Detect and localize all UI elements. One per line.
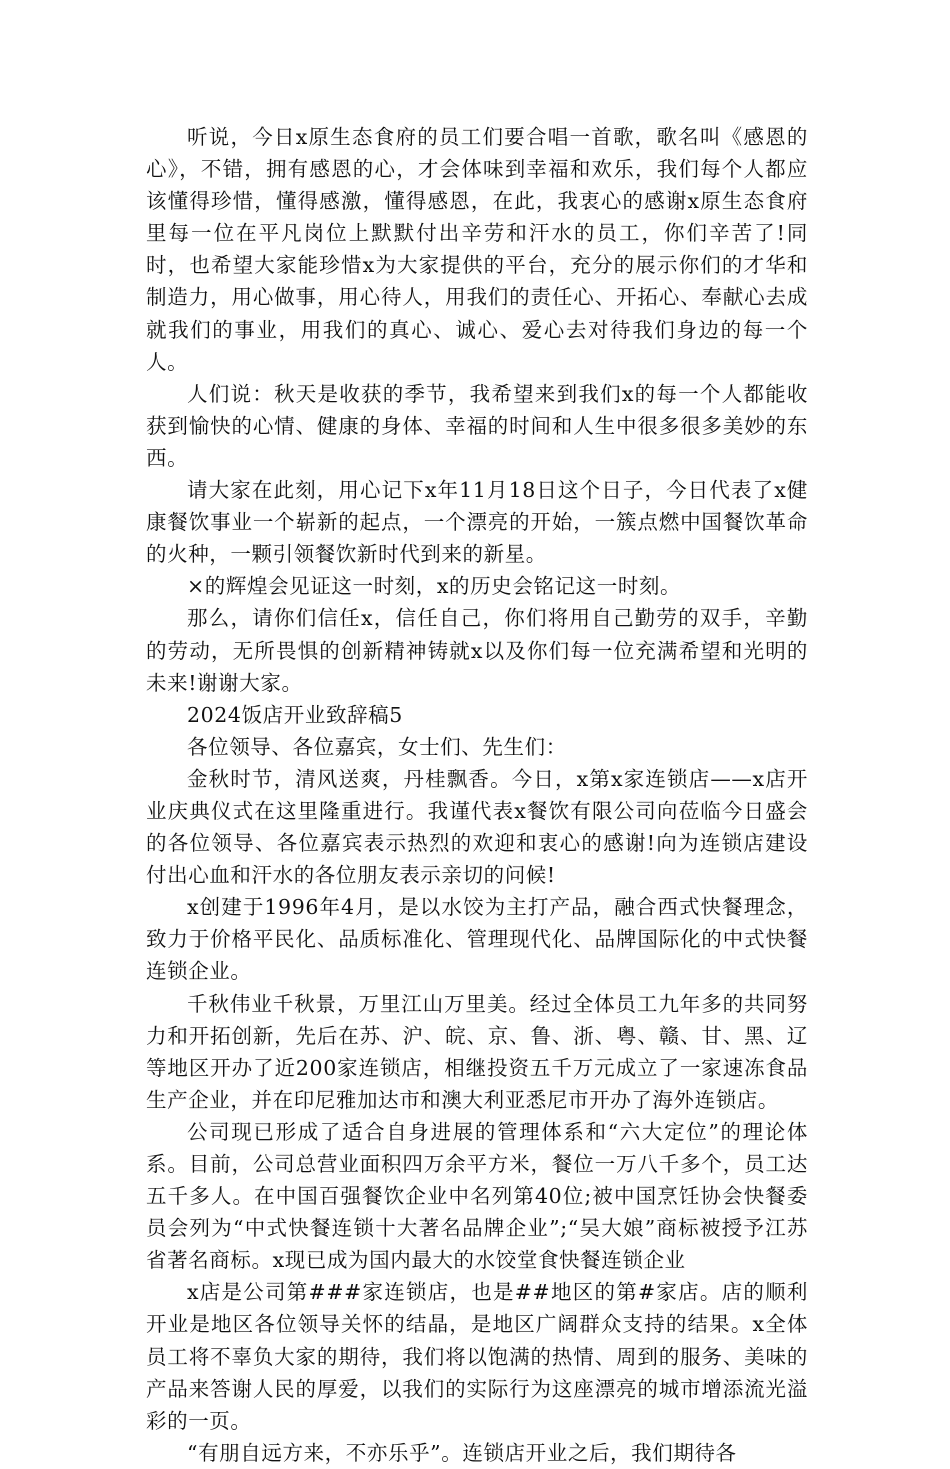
paragraph-company-founding: x创建于1996年4月，是以水饺为主打产品，融合西式快餐理念，致力于价格平民化、品质标准化、管理现代化、品牌国际化的中式快餐连锁企业。 (146, 895, 808, 984)
paragraph-opening-ceremony: 金秋时节，清风送爽，丹桂飘香。今日，x第x家连锁店——x店开业庆典仪式在这里隆重进行。我谨代表x餐饮有限公司向莅临今日盛会的各位领导、各位嘉宾表示热烈的欢迎和衷心的感谢!向为连锁店建设付出心血和汗水的各位朋友表示亲切的问候! (146, 766, 808, 888)
paragraph-management-system: 公司现已形成了适合自身进展的管理体系和“六大定位”的理论体系。目前，公司总营业面积四万余平方米，餐位一万八千多个，员工达五千多人。在中国百强餐饮企业中名列第40位;被中国烹饪协会快餐委员会列为“中式快餐连锁十大著名品牌企业”;“吴大娘”商标被授予江苏省著名商标。x现已成为国内最大的水饺堂食快餐连锁企业 (146, 1119, 808, 1273)
paragraph-trust-and-thanks: 那么，请你们信任x，信任自己，你们将用自己勤劳的双手，辛勤的劳动，无所畏惧的创新精神铸就x以及你们每一位充满希望和光明的未来!谢谢大家。 (146, 606, 808, 695)
document-body (146, 121, 808, 1469)
paragraph-thanks-employees: 听说，今日x原生态食府的员工们要合唱一首歌，歌名叫《感恩的心》，不错，拥有感恩的心，才会体味到幸福和欢乐，我们每个人都应该懂得珍惜，懂得感激，懂得感恩，在此，我衷心的感谢x原生态食府里每一位在平凡岗位上默默付出辛劳和汗水的员工，你们辛苦了!同时，也希望大家能珍惜x为大家提供的平台，充分的展示你们的才华和制造力，用心做事，用心待人，用我们的责任心、开拓心、奉献心去成就我们的事业，用我们的真心、诚心、爱心去对待我们身边的每一个人。 (146, 125, 808, 374)
paragraph-remember-date: 请大家在此刻，用心记下x年11月18日这个日子，今日代表了x健康餐饮事业一个崭新的起点，一个漂亮的开始，一簇点燃中国餐饮革命的火种，一颗引领餐饮新时代到来的新星。 (146, 478, 808, 567)
paragraph-salutation: 各位领导、各位嘉宾，女士们、先生们： (187, 734, 567, 759)
paragraph-autumn-harvest: 人们说：秋天是收获的季节，我希望来到我们x的每一个人都能收获到愉快的心情、健康的身体、幸福的时间和人生中很多很多美妙的东西。 (146, 381, 808, 470)
paragraph-new-store: x店是公司第###家连锁店，也是##地区的第#家店。店的顺利开业是地区各位领导关怀的结晶，是地区广阔群众支持的结果。x全体员工将不辜负大家的期待，我们将以饱满的热情、周到的服务、美味的产品来答谢人民的厚爱，以我们的实际行为这座漂亮的城市增添流光溢彩的一页。 (146, 1280, 808, 1433)
paragraph-expansion: 千秋伟业千秋景，万里江山万里美。经过全体员工九年多的共同努力和开拓创新，先后在苏、沪、皖、京、鲁、浙、粤、赣、甘、黑、辽等地区开办了近200家连锁店，相继投资五千万元成立了一家速冻食品生产企业，并在印尼雅加达市和澳大利亚悉尼市开办了海外连锁店。 (146, 991, 808, 1112)
section-heading: 2024饭店开业致辞稿5 (187, 702, 403, 727)
paragraph-friends-from-afar: “有朋自远方来，不亦乐乎”。连锁店开业之后，我们期待各 (187, 1440, 737, 1465)
paragraph-witness-moment: ×的辉煌会见证这一时刻，x的历史会铭记这一时刻。 (187, 574, 682, 599)
